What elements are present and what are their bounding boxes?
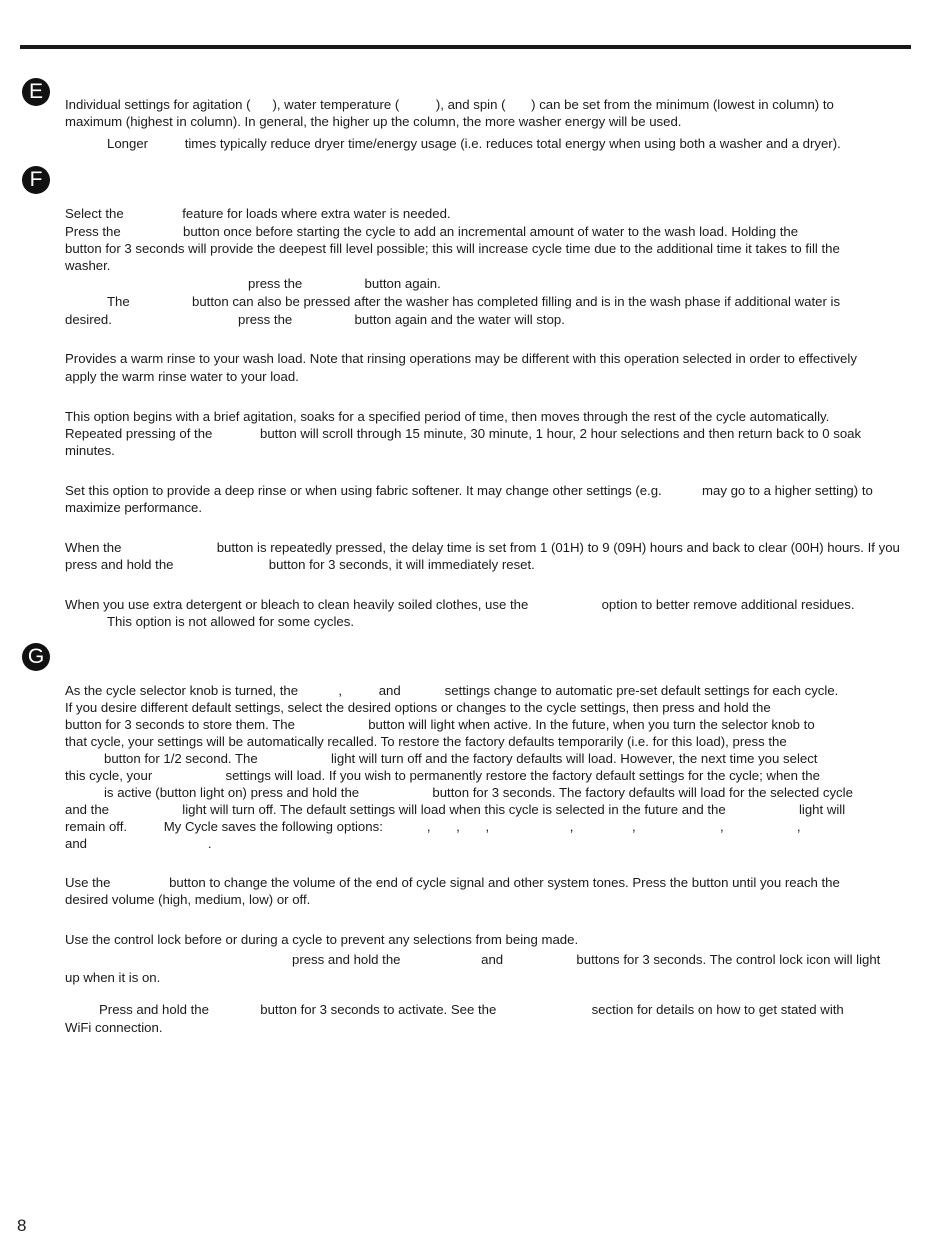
text-line: press and hold the button for 3 seconds, it will immediately reset. [65, 557, 535, 572]
text-line: WiFi connection. [65, 1020, 163, 1035]
text-line: maximum (highest in column). In general, the higher up the column, the more washer energy will be used. [65, 114, 682, 129]
text-line: This option is not allowed for some cycles. [107, 614, 355, 629]
text-line: Use the button to change the volume of the end of cycle signal and other system tones. Press the button until you reach the [65, 875, 840, 890]
section-badge-f: F [22, 166, 50, 194]
text-line: Individual settings for agitation ( ), water temperature ( ), and spin ( ) can be set from the minimum (lowest in column) to [65, 97, 834, 112]
text-line: maximize performance. [65, 500, 203, 515]
text-line: Longer times typically reduce dryer time/energy usage (i.e. reduces total energy when using both a washer and a dryer). [107, 136, 841, 151]
text-line: apply the warm rinse water to your load. [65, 369, 299, 384]
text-line: this cycle, your settings will load. If you wish to permanently restore the factory default settings for the cycle; when the [65, 768, 820, 783]
text-line: This option begins with a brief agitation, soaks for a specified period of time, then moves through the rest of the cycle automatically. [65, 409, 830, 424]
text-line: Use the control lock before or during a cycle to prevent any selections from being made. [65, 932, 579, 947]
text-line: button for 1/2 second. The light will turn off and the factory defaults will load. However, the next time you select [104, 751, 818, 766]
text-line: button for 3 seconds will provide the deepest fill level possible; this will increase cycle time due to the additional time it takes to fill the [65, 241, 840, 256]
text-line: is active (button light on) press and hold the button for 3 seconds. The factory defaults will load for the selected cycle [104, 785, 853, 800]
text-line: When the button is repeatedly pressed, the delay time is set from 1 (01H) to 9 (09H) hours and back to clear (00H) hours. If you [65, 540, 900, 555]
text-line: The button can also be pressed after the washer has completed filling and is in the wash phase if additional water is [107, 294, 841, 309]
section-badge-g: G [22, 643, 50, 671]
text-line: Press the button once before starting the cycle to add an incremental amount of water to the wash load. Holding the [65, 224, 799, 239]
text-line: remain off. My Cycle saves the following options: , , , , , , , [65, 819, 801, 834]
text-line: and . [65, 836, 212, 851]
text-line: desired. [65, 312, 112, 327]
text-line: If you desire different default settings, select the desired options or changes to the cycle settings, then press and hold the [65, 700, 771, 715]
text-line: that cycle, your settings will be automatically recalled. To restore the factory defaults temporarily (i.e. for this load), press the [65, 734, 787, 749]
text-line: up when it is on. [65, 970, 161, 985]
text-line: press and hold the and buttons for 3 seconds. The control lock icon will light [292, 952, 881, 967]
text-line: Press and hold the button for 3 seconds to activate. See the section for details on how to get stated with [99, 1002, 844, 1017]
text-line: washer. [65, 258, 111, 273]
text-line: button for 3 seconds to store them. The button will light when active. In the future, when you turn the selector knob to [65, 717, 815, 732]
text-line: Select the feature for loads where extra water is needed. [65, 206, 451, 221]
text-line: press the button again and the water will stop. [238, 312, 565, 327]
page-number: 8 [17, 1216, 27, 1235]
text-line: As the cycle selector knob is turned, the , and settings change to automatic pre-set default settings for each cycle. [65, 683, 839, 698]
text-line: When you use extra detergent or bleach to clean heavily soiled clothes, use the option to better remove additional residues. [65, 597, 855, 612]
text-line: press the button again. [248, 276, 441, 291]
text-line: minutes. [65, 443, 115, 458]
text-line: Set this option to provide a deep rinse or when using fabric softener. It may change other settings (e.g. may go to a higher setting) to [65, 483, 873, 498]
top-rule [20, 45, 911, 49]
section-badge-e: E [22, 78, 50, 106]
text-line: and the light will turn off. The default settings will load when this cycle is selected in the future and the light will [65, 802, 846, 817]
text-line: Provides a warm rinse to your wash load. Note that rinsing operations may be different with this operation selected in order to effectively [65, 351, 857, 366]
text-line: Repeated pressing of the button will scroll through 15 minute, 30 minute, 1 hour, 2 hour selections and then return back to 0 soak [65, 426, 862, 441]
text-line: desired volume (high, medium, low) or off. [65, 892, 311, 907]
